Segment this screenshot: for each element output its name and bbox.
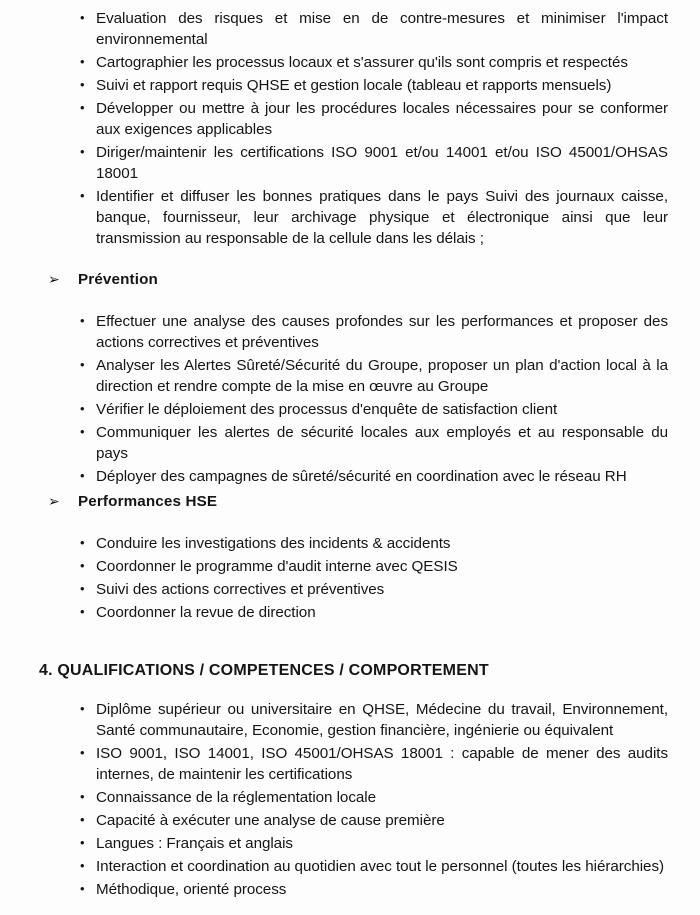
- list-item: [56, 787, 668, 808]
- list-item: [56, 399, 668, 420]
- list-item: [56, 142, 668, 184]
- list-item: [56, 422, 668, 464]
- list-item: [56, 879, 668, 900]
- prevention-bullet-list: [56, 311, 668, 489]
- list-item-text: • Méthodique, orienté process: [96, 881, 287, 898]
- list-item-text: • Suivi et rapport requis QHSE et gestion locale (tableau et rapports mensuels): [96, 77, 612, 94]
- list-item-text: • Analyser les Alertes Sûreté/Sécurité du Groupe, proposer un plan d'action local à la direction et rendre compte de la mise en œuvre au Groupe: [96, 357, 668, 395]
- responsabilites-bullet-list: [56, 8, 668, 251]
- list-item: [56, 856, 668, 877]
- list-item-text: • Diriger/maintenir les certifications ISO 9001 et/ou 14001 et/ou ISO 45001/OHSAS 18001: [96, 144, 668, 182]
- list-item-text: • Langues : Français et anglais: [96, 835, 293, 852]
- subsection-heading-label: Performances HSE: [78, 493, 218, 510]
- list-item: [56, 743, 668, 785]
- list-item-text: • Communiquer les alertes de sécurité locales aux employés et au responsable du pays: [96, 424, 668, 462]
- qualifications-bullet-list: [56, 699, 668, 902]
- list-item: [56, 699, 668, 741]
- list-item: [56, 466, 668, 487]
- list-item-text: • Coordonner le programme d'audit interne avec QESIS: [96, 558, 458, 575]
- subsection-heading-label: Prévention: [78, 271, 158, 288]
- list-item-text: • ISO 9001, ISO 14001, ISO 45001/OHSAS 18001 : capable de mener des audits internes, de maintenir les certifications: [96, 745, 668, 783]
- list-item: [56, 579, 668, 600]
- list-item-text: • Interaction et coordination au quotidien avec tout le personnel (toutes les hiérarchies): [96, 858, 665, 875]
- list-item: [56, 8, 668, 50]
- arrow-right-icon: ➢: [48, 493, 60, 509]
- subsection-heading-prevention: [40, 269, 698, 290]
- list-item-text: • Conduire les investigations des incidents & accidents: [96, 535, 451, 552]
- list-item: [56, 75, 668, 96]
- list-item-text: • Identifier et diffuser les bonnes pratiques dans le pays Suivi des journaux caisse, banque, fournisseur, leur archivage physique et électronique ainsi que leur transmission au responsable de la cellule dans les délais ;: [96, 188, 668, 247]
- list-item: [56, 810, 668, 831]
- list-item-text: • Cartographier les processus locaux et s'assurer qu'ils sont compris et respectés: [96, 54, 628, 71]
- list-item: [56, 311, 668, 353]
- list-item-text: • Coordonner la revue de direction: [96, 604, 316, 621]
- list-item-text: • Vérifier le déploiement des processus d'enquête de satisfaction client: [96, 401, 558, 418]
- list-item: [56, 98, 668, 140]
- arrow-right-icon: ➢: [48, 271, 60, 287]
- list-item: [56, 833, 668, 854]
- list-item-text: • Développer ou mettre à jour les procédures locales nécessaires pour se conformer aux exigences applicables: [96, 100, 668, 138]
- list-item-text: • Capacité à exécuter une analyse de cause première: [96, 812, 445, 829]
- list-item: [56, 533, 668, 554]
- list-item: [56, 556, 668, 577]
- section-heading-qualifications: 4. QUALIFICATIONS / COMPETENCES / COMPORTEMENT: [39, 662, 489, 679]
- list-item-text: • Evaluation des risques et mise en de contre-mesures et minimiser l'impact environnemental: [96, 10, 668, 48]
- list-item-text: • Diplôme supérieur ou universitaire en QHSE, Médecine du travail, Environnement, Santé communautaire, Economie, gestion financière, ingénierie ou équivalent: [96, 701, 668, 739]
- list-item: [56, 355, 668, 397]
- list-item: [56, 52, 668, 73]
- list-item-text: • Déployer des campagnes de sûreté/sécurité en coordination avec le réseau RH: [96, 468, 627, 485]
- performances-hse-bullet-list: [56, 533, 668, 625]
- list-item-text: • Effectuer une analyse des causes profondes sur les performances et proposer des actions correctives et préventives: [96, 313, 668, 351]
- list-item-text: • Connaissance de la réglementation locale: [96, 789, 376, 806]
- subsection-heading-performances-hse: [40, 491, 698, 512]
- list-item: [56, 186, 668, 249]
- list-item: [56, 602, 668, 623]
- list-item-text: • Suivi des actions correctives et préventives: [96, 581, 385, 598]
